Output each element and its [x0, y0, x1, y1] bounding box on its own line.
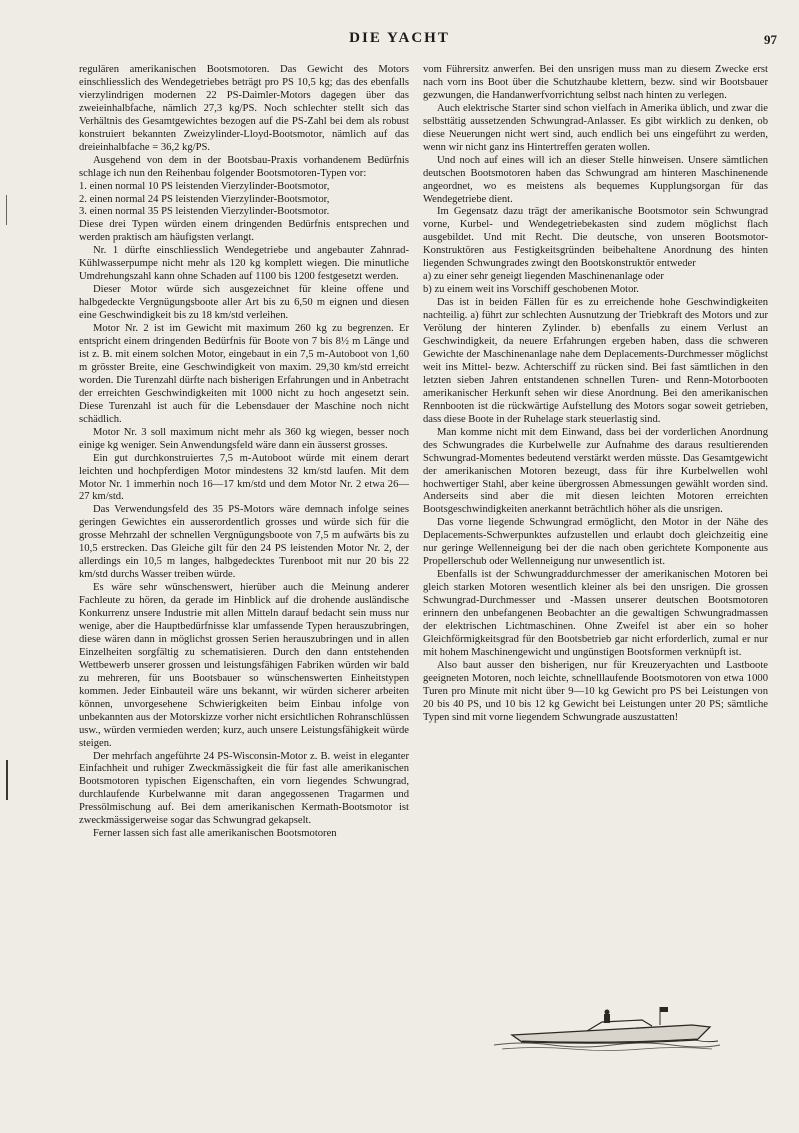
- scan-edge-mark: [6, 760, 8, 800]
- list-item: 1. einen normal 10 PS leistenden Vierzylinder-Bootsmotor,: [79, 180, 330, 192]
- list-item: b) zu einem weit ins Vorschiff geschobenen Motor.: [423, 284, 639, 296]
- paragraph: Also baut ausser den bisherigen, nur für Kreuzeryachten und Lastboote geeigneten Motoren, noch leichte, schnelllaufende Bootsmotoren von etwa 1000 Turen pro Minute mit nicht über 9—10 kg Gewicht pro PS bei Leistungen von 20 bis 40 PS, und 10 bis 12 kg Gewicht bei Leistungen unter 20 PS; sämtliche Typen sind mit vorne liegendem Schwungrade auszustatten!: [423, 659, 768, 723]
- paragraph: Im Gegensatz dazu trägt der amerikanische Bootsmotor sein Schwungrad vorne, Kurbel- und Wendegetriebekasten sind zudem möglichst flach ausgebildet. Und mit Recht. Die deutsche, von unseren Bootsmotor-Konstruktören aus Festigkeitsgründen beibehaltene Anordnung des hinten liegenden Schwungrades zwingt den Bootskonstruktör entweder: [423, 206, 768, 270]
- paragraph: Diese drei Typen würden einem dringenden Bedürfnis entsprechen und werden praktisch am häufigsten verlangt.: [79, 219, 409, 244]
- paragraph: Auch elektrische Starter sind schon vielfach in Amerika üblich, und zwar die selbsttätig aussetzenden Schwungrad-Anlasser. Es gibt wirklich zu denken, ob diese Neuerungen nicht wert sind, auch endlich bei uns eingeführt zu werden, wenn wir nicht ganz ins Hintertreffen geraten wollen.: [423, 102, 768, 153]
- paragraph: Das ist in beiden Fällen für es zu erreichende hohe Geschwindigkeiten nachteilig. a) führt zur schlechten Ausnutzung der Triebkraft des Motors und zur Verölung der hinteren Zylinder. b) ebenfalls zu einem Verlust an Geschwindigkeit, da neuere Erfahrungen ergeben haben, dass die schweren Gewichte der Maschinenanlage nahe dem Deplacements-Durchmesser möglichst weit ins Mittel- bezw. Achterschiff zu rücken sind. Bei fast sämtlichen in den letzten sieben Jahren entstandenen schnellen Turen- und Renn-Motorbooten amerikanischer Herkunft sehen wir diese Anordnung. Bei den amerikanischen Rennbooten ist die rückwärtige Aufstellung des Motors sogar soweit getrieben, dass diese Boote in der Ruhelage stark steuerlastig sind.: [423, 297, 768, 425]
- paragraph: Der mehrfach angeführte 24 PS-Wisconsin-Motor z. B. weist in eleganter Einfachheit und ruhiger Zweckmässigkeit die für fast alle amerikanischen Bootsmotoren typischen Eigenschaften, ein vorn liegendes Schwungrad, durchlaufende Kurbelwanne mit daran angegossenen Tragarmen und Pressölmischung auf. Bei dem amerikanischen Kermath-Bootsmotor ist zweckmässigerweise sogar das Schwungrad gekapselt.: [79, 750, 409, 827]
- left-column: [79, 64, 409, 1064]
- paragraph: Ebenfalls ist der Schwungraddurchmesser der amerikanischen Motoren bei gleich starken Motoren wesentlich kleiner als bei den unsrigen. Die grossen Schwungrad-Durchmesser und -Massen unserer deutschen Bootsmotoren erinnern den unbefangenen Beobachter an die gewaltigen Schwungradmassen der elektrischen Lichtmaschinen. Ohne Zweifel ist aber ein so hoher Gleichförmigkeitsgrad für den Bootsbetrieb gar nicht erforderlich, zumal er nur mit hohem Maschinengewicht und ungünstigen Bootsformen verknüpft ist.: [423, 569, 768, 658]
- journal-title: DIE YACHT: [349, 30, 450, 46]
- right-column: [423, 64, 768, 984]
- paragraph: Ausgehend von dem in der Bootsbau-Praxis vorhandenem Bedürfnis schlage ich nun den Reihenbau folgender Bootsmotoren-Typen vor:: [79, 154, 409, 179]
- page-number: 97: [764, 32, 777, 47]
- paragraph: Ein gut durchkonstruiertes 7,5 m-Autoboot würde mit einem derart leichten und hochpferdigen Motor mindestens 32 km/std laufen. Mit dem Motor Nr. 1 immerhin noch 16—17 km/std und dem Motor Nr. 2 etwa 26—27 km/std.: [79, 452, 409, 503]
- paragraph: vom Führersitz anwerfen. Bei den unsrigen muss man zu diesem Zwecke erst nach vorn ins Boot über die Schutzhaube klettern, bezw. sind wir Bootsbauer gezwungen, die Handanwerfvorrichtung selbst nach hinten zu verlegen.: [423, 64, 768, 101]
- paragraph: Das vorne liegende Schwungrad ermöglicht, den Motor in der Nähe des Deplacements-Schwerpunktes aufzustellen und erlaubt doch gleichzeitig eine nur geringe Wellenneigung bei der die nach oben gerichtete Komponente aus Propellerschub oder Wellenneigung nur unwesentlich ist.: [423, 517, 768, 568]
- page-header: [0, 30, 799, 52]
- paragraph: Motor Nr. 3 soll maximum nicht mehr als 360 kg wiegen, besser noch einige kg weniger. Sein Anwendungsfeld wäre dann ein äusserst grosses.: [79, 426, 409, 451]
- paragraph: Man komme nicht mit dem Einwand, dass bei der vorderlichen Anordnung des Schwungrades die Kurbelwelle zur Aufnahme des daraus resultierenden Schwungrad-Momentes bedeutend verstärkt werden müsste. Das Gesamtgewicht der amerikanischen Motoren bezeugt, dass für ihre Kurbelwellen wohl hochwertiger Stahl, aber keine übergrossen Abmessungen gewählt worden sind. Anderseits sind aber die mit diesen leichten Motoren erreichten Bootsgeschwindigkeiten anerkannt beträchtlich höher als die unsrigen.: [423, 426, 768, 516]
- paragraph: Es wäre sehr wünschenswert, hierüber auch die Meinung anderer Fachleute zu hören, da gerade im Hinblick auf die drohende ausländische Konkurrenz unsere Industrie mit allen Mitteln darauf bedacht sein muss nur wenige, aber die Hauptbedürfnisse klar umfassende Typen herauszubringen, diese wären dann in möglichst grossen Serien herauszubringen und in allen Einzelheiten sorgfältig zu schematisieren. Durch den dann entstehenden Wettbewerb unserer grossen und leistungsfähigen Fabriken würden wir bald zu mehreren, für uns Bootsbauer so wünschenswerten Einheitstypen kommen. Jeder Einbauteil wäre uns bekannt, wir würden sicherer arbeiten können, unvorgesehene Schwierigkeiten beim Einbau infolge von unbekannten aus der Motorskizze vorher nicht ersichtlichen Rohranschlüssen usw., würden vermieden werden; kurz, auch unsere Leistungsfähigkeit würde steigen.: [79, 582, 409, 749]
- paragraph: regulären amerikanischen Bootsmotoren. Das Gewicht des Motors einschliesslich des Wendegetriebes beträgt pro PS 10,5 kg; das des ebenfalls vierzylindrigen modernen 22 PS-Daimler-Motors dagegen über das zweieinhalbfache, nämlich 27,3 kg/PS. Noch schlechter stellt sich das Verhältnis des Gesamtgewichtes bezogen auf die PS-Zahl bei dem als robust konstruiert bekannten Zweizylinder-Lloyd-Bootsmotor, nämlich auf das dreieinhalbfache = 36,2 kg/PS.: [79, 64, 409, 153]
- scan-edge-mark: [6, 195, 7, 225]
- motorboat-sketch-icon: [492, 1005, 722, 1053]
- paragraph: Das Verwendungsfeld des 35 PS-Motors wäre demnach infolge seines geringen Gewichtes ein ausserordentlich grosses und würde sich für die grosse Mehrzahl der schnellen Vergnügungsboote von 7,5 m aufwärts bis zu 10,5 erstrecken. Das Gleiche gilt für den 24 PS leistenden Motor Nr. 2, der allerdings ein 10,5 m langes, halbgedecktes Turenboot mit nur 20 bis 22 km/std durchs Wasser treiben würde.: [79, 504, 409, 581]
- paragraph: Dieser Motor würde sich ausgezeichnet für kleine offene und halbgedeckte Vergnügungsboote aller Art bis zu 6,50 m eignen und diesen eine Geschwindigkeit bis zu 18 km/std verleihen.: [79, 284, 409, 322]
- paragraph: Ferner lassen sich fast alle amerikanischen Bootsmotoren: [93, 828, 337, 840]
- list-item: 3. einen normal 35 PS leistenden Vierzylinder-Bootsmotor.: [79, 206, 330, 218]
- paragraph: Nr. 1 dürfte einschliesslich Wendegetriebe und angebauter Zahnrad-Kühlwasserpumpe nicht mehr als 120 kg komplett wiegen. Die minutliche Umdrehungszahl kann ohne Schaden auf 1100 bis 1200 festgesetzt werden.: [79, 245, 409, 283]
- list-item: a) zu einer sehr geneigt liegenden Maschinenanlage oder: [423, 271, 664, 283]
- motor-type-list: [79, 181, 409, 220]
- paragraph: Und noch auf eines will ich an dieser Stelle hinweisen. Unsere sämtlichen deutschen Bootsmotoren haben das Schwungrad am hinteren Maschinenende angeordnet, wo es meistens als bequemes Kupplungsorgan für das Wendegetriebe dient.: [423, 154, 768, 205]
- paragraph: Motor Nr. 2 ist im Gewicht mit maximum 260 kg zu begrenzen. Er entspricht einem dringenden Bedürfnis für Boote von 7 bis 8½ m Länge und ist z. B. mit einem solchen Motor, eingebaut in ein 7,5 m-Autoboot von 1,60 m grösster Breite, eine Geschwindigkeit von maxim. 29,30 km/std erreicht worden. Die Turenzahl dürfte nach bisherigen Erfahrungen und in Anbetracht der erreichten Geschwindigkeiten mit 1000 nicht zu hoch angesetzt sein. Diese Turenzahl ist auch für die Lebensdauer der Maschine noch nicht schädlich.: [79, 323, 409, 425]
- list-item: 2. einen normal 24 PS leistenden Vierzylinder-Bootsmotor,: [79, 193, 330, 205]
